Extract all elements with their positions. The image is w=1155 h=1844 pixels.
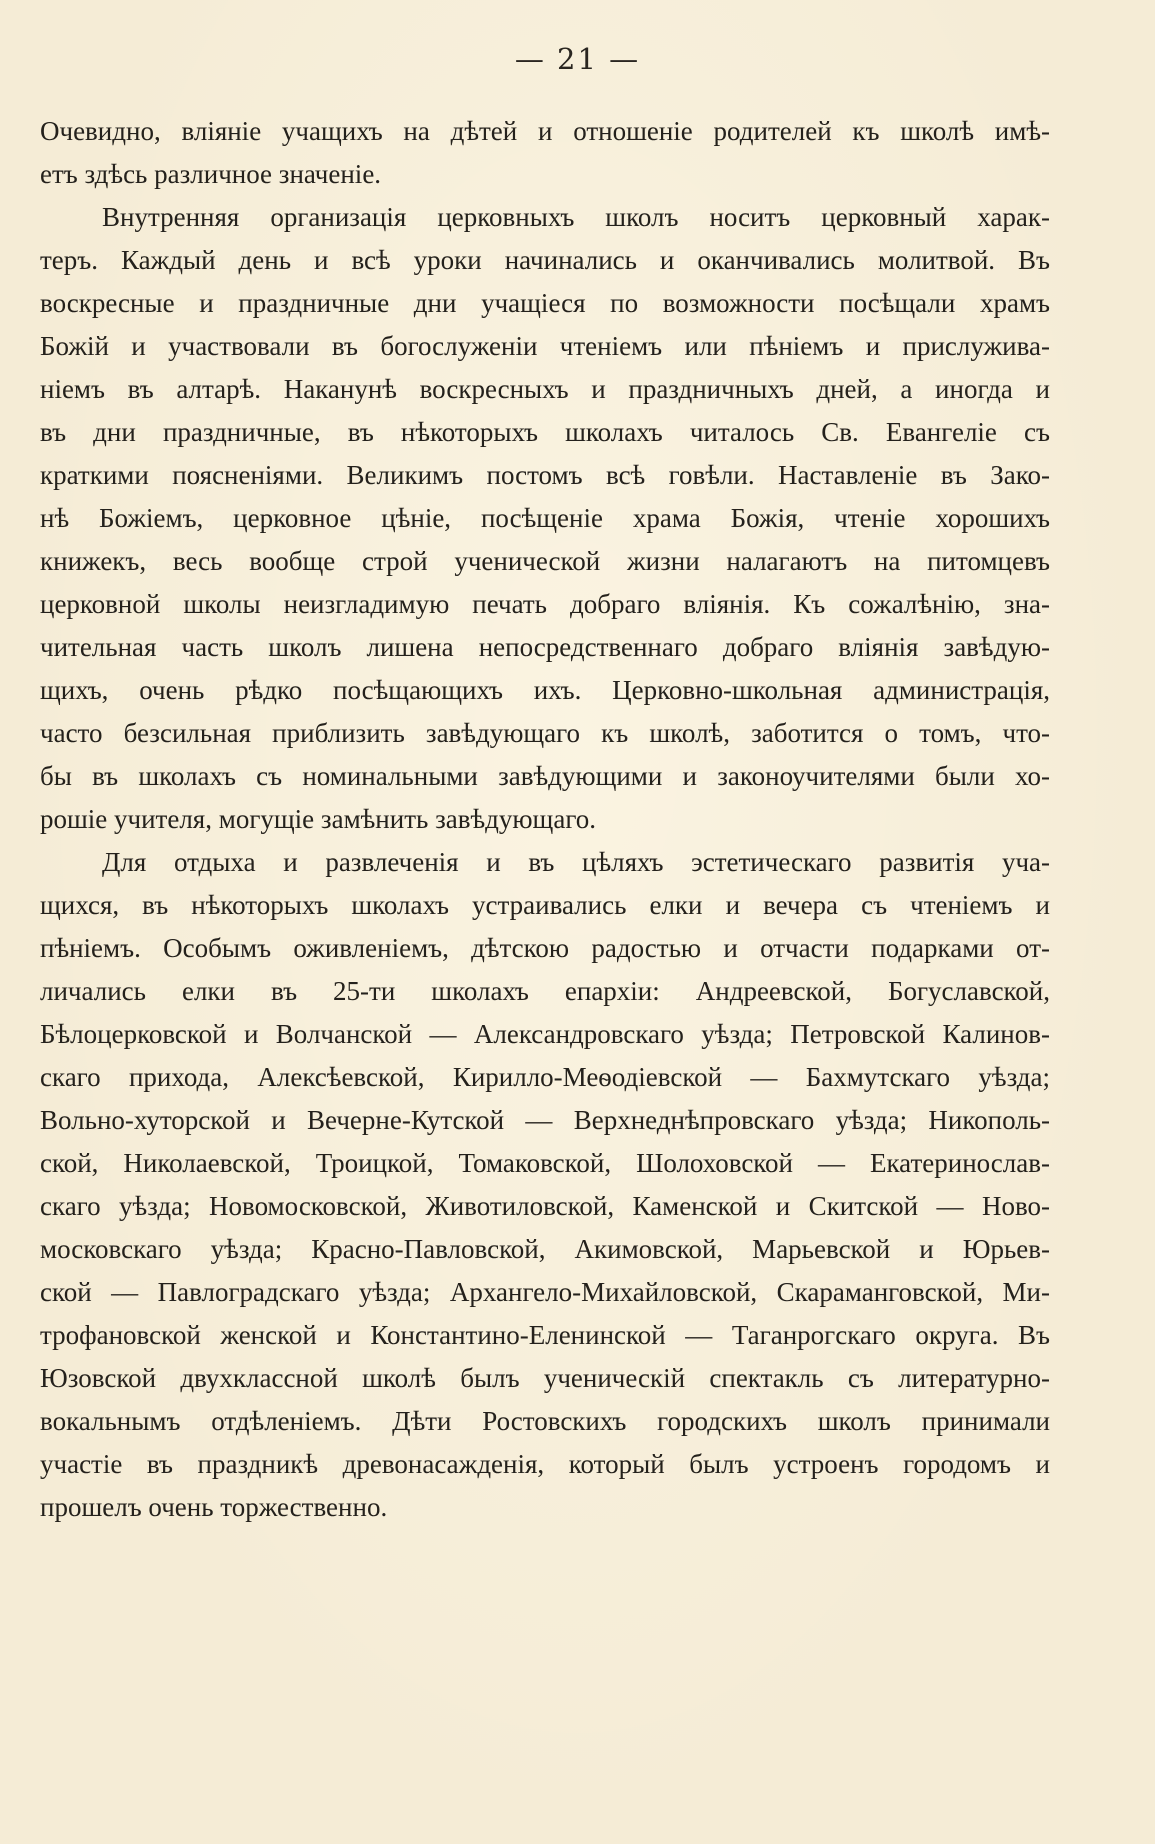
text-line: ской — Павлоградскаго уѣзда; Архангело-Михайловской, Скараманговской, Ми- [40, 1277, 1050, 1307]
text-line: теръ. Каждый день и всѣ уроки начинались и оканчивались молитвой. Въ [40, 245, 1050, 275]
text-line: скаго уѣзда; Новомосковской, Животиловской, Каменской и Скитской — Ново- [40, 1191, 1050, 1221]
text-line: щихся, въ нѣкоторыхъ школахъ устраивались елки и вечера съ чтеніемъ и [40, 890, 1050, 920]
text-line: Бѣлоцерковской и Волчанской — Александровскаго уѣзда; Петровской Калинов- [40, 1019, 1050, 1049]
text-line: московскаго уѣзда; Красно-Павловской, Акимовской, Марьевской и Юрьев- [40, 1234, 1050, 1264]
text-line: скаго прихода, Алексѣевской, Кирилло-Меѳодіевской — Бахмутскаго уѣзда; [40, 1062, 1050, 1092]
text-line: Вольно-хуторской и Вечерне-Кутской — Верхнеднѣпровскаго уѣзда; Никополь- [40, 1105, 1050, 1135]
text-line: въ дни праздничные, въ нѣкоторыхъ школахъ читалось Св. Евангеліе съ [40, 417, 1050, 447]
text-line: ніемъ въ алтарѣ. Наканунѣ воскресныхъ и праздничныхъ дней, а иногда и [40, 374, 1050, 404]
paragraphs [40, 110, 1050, 1529]
text-line: чительная часть школъ лишена непосредственнаго добраго вліянія завѣдую- [40, 632, 1050, 662]
text-line: бы въ школахъ съ номинальными завѣдующими и законоучителями были хо- [40, 761, 1050, 791]
text-line: личались елки въ 25-ти школахъ епархіи: Андреевской, Богуславской, [40, 976, 1050, 1006]
text-line: нѣ Божіемъ, церковное цѣніе, посѣщеніе храма Божія, чтеніе хорошихъ [40, 503, 1050, 533]
text-line: Для отдыха и развлеченія и въ цѣляхъ эстетическаго развитія уча- [102, 847, 1050, 877]
paragraph [40, 196, 1050, 841]
text-line: етъ здѣсь различное значеніе. [40, 159, 382, 189]
text-line: Юзовской двухклассной школѣ былъ ученическій спектакль съ литературно- [40, 1363, 1050, 1393]
text-line: ской, Николаевской, Троицкой, Томаковской, Шолоховской — Екатеринослав- [40, 1148, 1050, 1178]
text-line: прошелъ очень торжественно. [40, 1492, 388, 1522]
paragraph [40, 110, 1050, 196]
text-line: воскресные и праздничные дни учащіеся по возможности посѣщали храмъ [40, 288, 1050, 318]
text-line: вокальнымъ отдѣленіемъ. Дѣти Ростовскихъ городскихъ школъ принимали [40, 1406, 1050, 1436]
body-text [40, 110, 1050, 1529]
text-line: щихъ, очень рѣдко посѣщающихъ ихъ. Церковно-школьная администрація, [40, 675, 1050, 705]
text-line: краткими поясненіями. Великимъ постомъ всѣ говѣли. Наставленіе въ Зако- [40, 460, 1050, 490]
text-line: пѣніемъ. Особымъ оживленіемъ, дѣтскою радостью и отчасти подарками от- [40, 933, 1050, 963]
text-line: Очевидно, вліяніе учащихъ на дѣтей и отношеніе родителей къ школѣ имѣ- [40, 116, 1050, 146]
text-line: книжекъ, весь вообще строй ученической жизни налагаютъ на питомцевъ [40, 546, 1050, 576]
text-line: трофановской женской и Константино-Еленинской — Таганрогскаго округа. Въ [40, 1320, 1050, 1350]
page-number: — 21 — [514, 42, 641, 76]
text-line: Внутренняя организація церковныхъ школъ носитъ церковный харак- [102, 202, 1050, 232]
text-line: участіе въ праздникѣ древонасажденія, который былъ устроенъ городомъ и [40, 1449, 1050, 1479]
text-line: рошіе учителя, могущіе замѣнить завѣдующаго. [40, 804, 596, 834]
paragraph [40, 841, 1050, 1529]
text-line: церковной школы неизгладимую печать добраго вліянія. Къ сожалѣнію, зна- [40, 589, 1050, 619]
text-line: Божій и участвовали въ богослуженіи чтеніемъ или пѣніемъ и прислужива- [40, 331, 1050, 361]
text-line: часто безсильная приблизить завѣдующаго къ школѣ, заботится о томъ, что- [40, 718, 1050, 748]
